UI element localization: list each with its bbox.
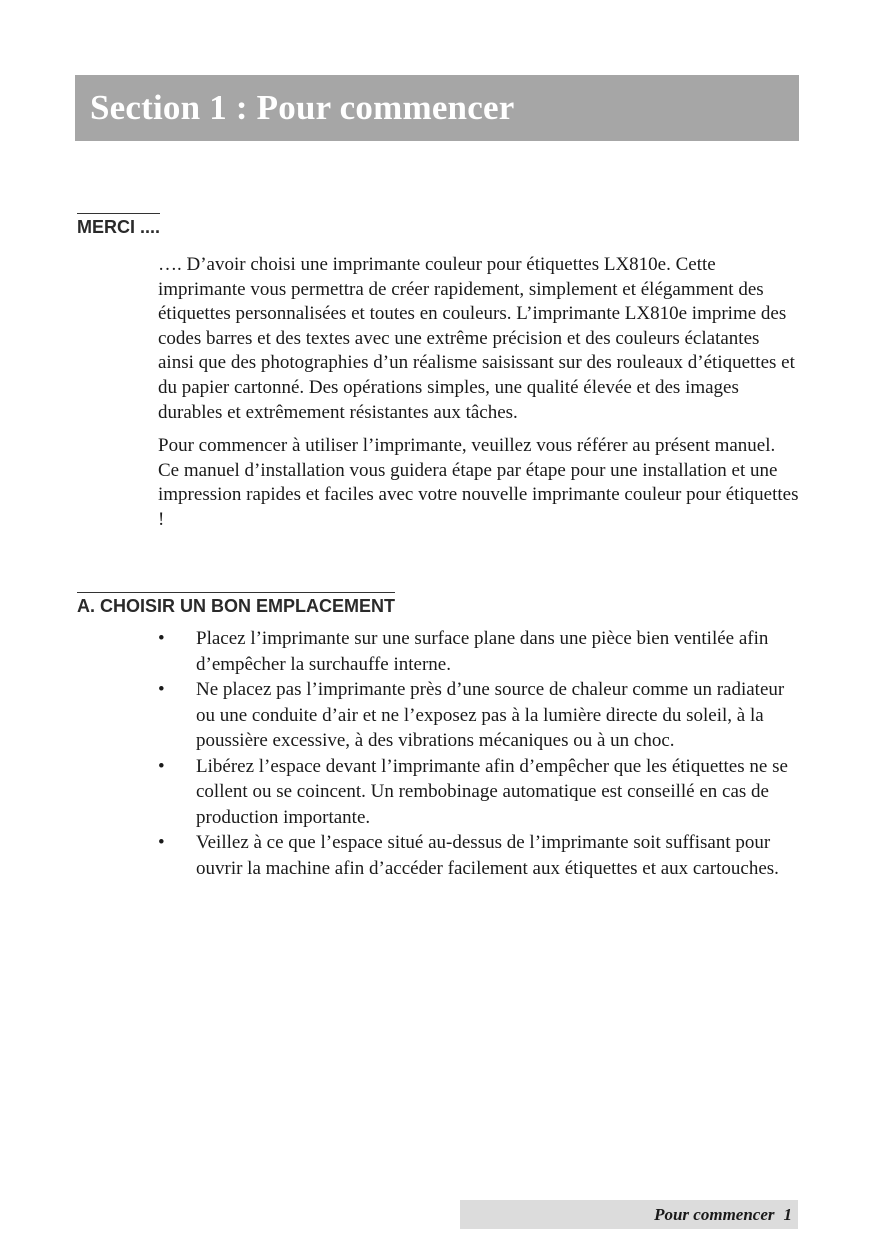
section-banner xyxy=(75,75,799,141)
bullet-icon: • xyxy=(158,628,165,649)
list-item-text: Ne placez pas l’imprimante près d’une source de chaleur comme un radiateur ou une conduite d’air et ne l’exposez pas à la lumière directe du soleil, à la poussière excessive, à des vibrations mécaniques ou à un choc. xyxy=(196,679,785,751)
list-item xyxy=(158,626,800,677)
bullet-icon: • xyxy=(158,755,165,777)
list-item xyxy=(158,830,800,881)
footer-label: Pour commencer xyxy=(654,1204,775,1224)
list-item-text: Libérez l’espace devant l’imprimante afin d’empêcher que les étiquettes ne se collent ou se coincent. Un rembobinage automatique est conseillé en cas de production importante. xyxy=(196,755,788,828)
merci-paragraph-2: Pour commencer à utiliser l’imprimante, veuillez vous référer au présent manuel. Ce manuel d’installation vous guidera étape par étape pour une installation et une impression rapides et faciles avec votre nouvelle imprimante couleur pour étiquettes ! xyxy=(158,435,799,530)
page-footer xyxy=(460,1200,798,1229)
merci-paragraph-1: …. D’avoir choisi une imprimante couleur pour étiquettes LX810e. Cette imprimante vous permettra de créer rapidement, simplement et élégamment des étiquettes personnalisées et toutes en couleurs. L’imprimante LX810e imprime des codes barres et des textes avec une extrême précision et des couleurs éclatantes ainsi que des photographies d’un réalisme saisissant sur des rouleaux d’étiquettes et du papier cartonné. Des opérations simples, une qualité élevée et des images durables et extrêmement résistantes aux tâches. xyxy=(158,254,795,423)
page-number: 1 xyxy=(783,1204,792,1224)
list-item xyxy=(158,754,800,831)
list-item xyxy=(158,677,800,754)
merci-body xyxy=(158,253,800,533)
section-title: Section 1 : Pour commencer xyxy=(90,88,515,127)
list-item-text: Placez l’imprimante sur une surface plane dans une pièce bien ventilée afin d’empêcher la surchauffe interne. xyxy=(196,628,769,675)
merci-heading: MERCI .... xyxy=(77,213,160,238)
bullet-icon: • xyxy=(158,679,165,700)
emplacement-heading: A. CHOISIR UN BON EMPLACEMENT xyxy=(77,592,395,617)
emplacement-list xyxy=(158,626,800,881)
list-item-text: Veillez à ce que l’espace situé au-dessus de l’imprimante soit suffisant pour ouvrir la machine afin d’accéder facilement aux étiquettes et aux cartouches. xyxy=(196,832,779,879)
bullet-icon: • xyxy=(158,832,165,853)
